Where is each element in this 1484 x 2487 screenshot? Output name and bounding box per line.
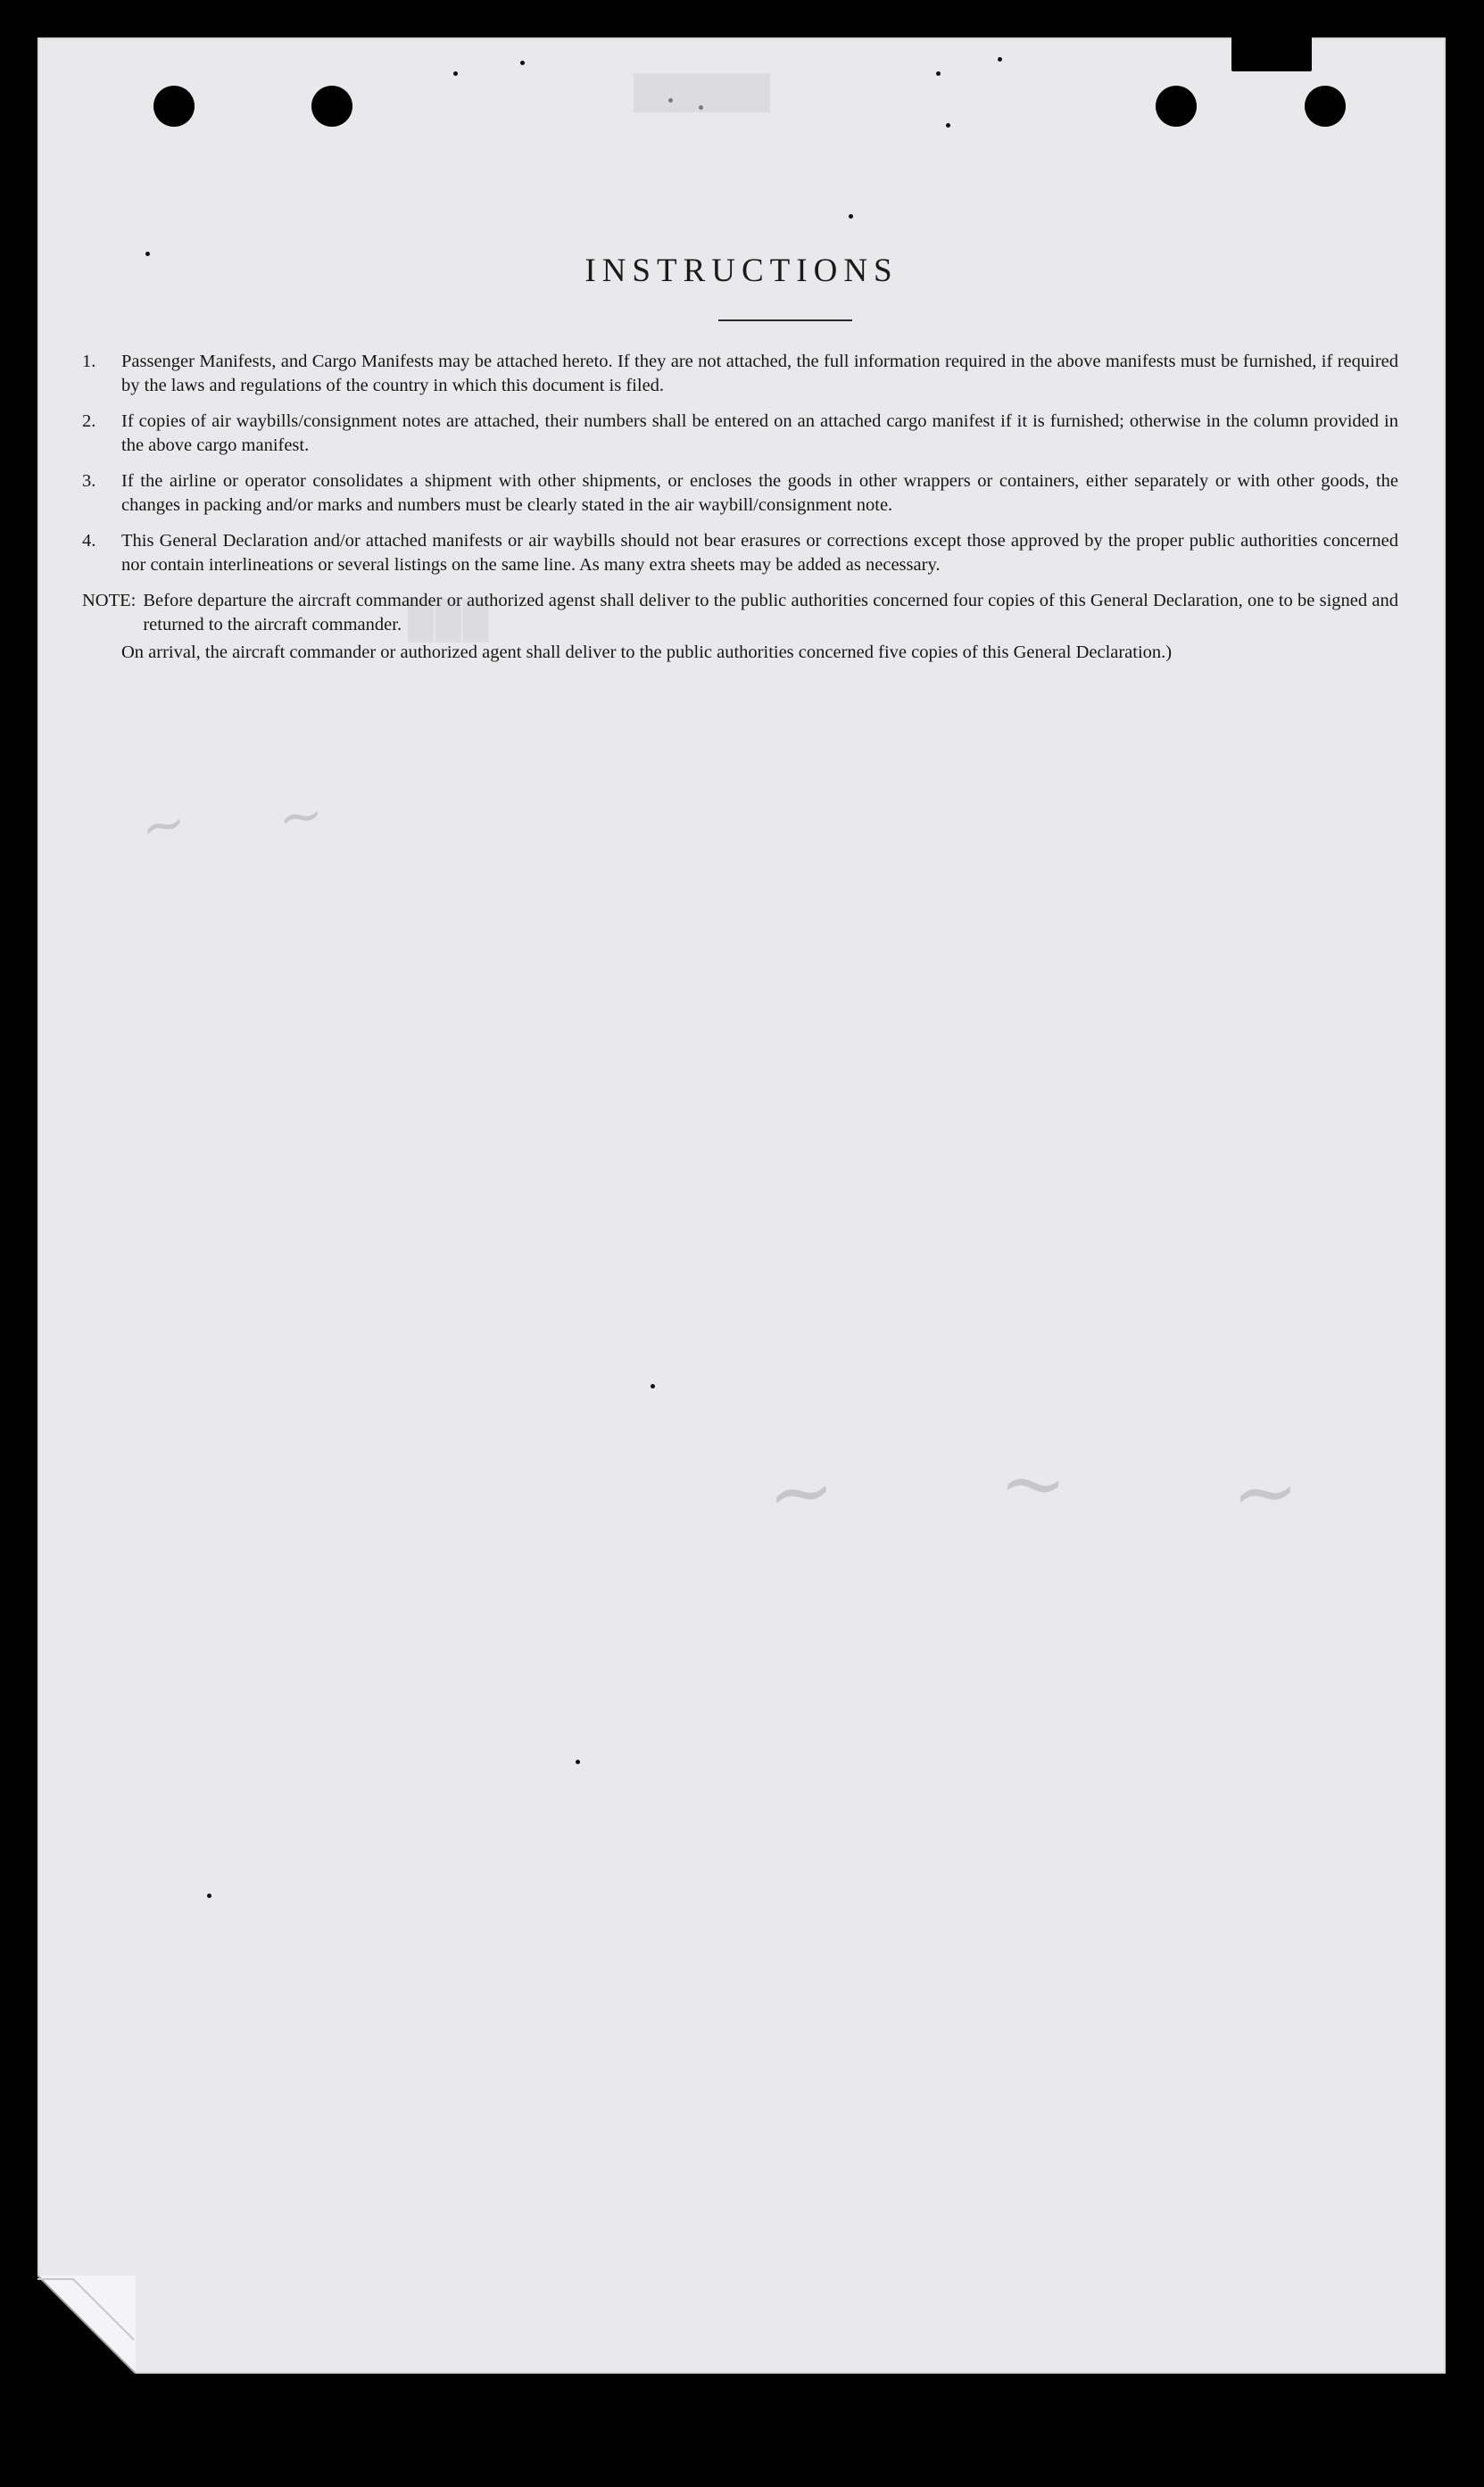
instructions-list: [82, 350, 1398, 665]
bleed-through-stamp: ██████: [634, 74, 771, 110]
folded-corner: [37, 2276, 136, 2374]
instruction-number: 2.: [82, 411, 96, 431]
note-label: NOTE:: [82, 591, 137, 610]
instruction-text: If copies of air waybills/consignment notes are attached, their numbers shall be entered on an attached cargo manifest if it is furnished; otherwise in the column provided in the above cargo manifest.: [121, 411, 1398, 455]
instruction-item: [82, 350, 1398, 398]
dust-speck: [849, 214, 853, 219]
faint-pencil-mark: ~: [1228, 1443, 1302, 1542]
torn-paper-edge: [1231, 30, 1312, 71]
instruction-item: [82, 410, 1398, 458]
faint-pencil-mark: ~: [996, 1434, 1070, 1533]
dust-speck: [453, 71, 458, 76]
instruction-item: [82, 469, 1398, 518]
instruction-item: [82, 529, 1398, 577]
punch-hole-left-1: [153, 86, 195, 127]
instruction-number: 4.: [82, 531, 96, 551]
instruction-number: 3.: [82, 471, 96, 491]
page-title: INSTRUCTIONS: [584, 253, 899, 289]
dust-speck: [520, 61, 525, 65]
dust-speck: [207, 1894, 211, 1898]
title-underline: [718, 319, 852, 321]
dust-speck: [998, 57, 1002, 62]
note-text: Before departure the aircraft commander or authorized agenst shall deliver to the public authorities concerned four copies of this General Declaration, one to be signed and returned to the aircraft commander.: [143, 591, 1398, 634]
faint-pencil-mark: ~: [135, 790, 193, 861]
instruction-text: If the airline or operator consolidates a shipment with other shipments, or encloses the goods in other wrappers or containers, either separately or with other goods, the changes in packing and/or marks and numbers must be clearly stated in the air waybill/consignment note.: [121, 471, 1398, 515]
faint-pencil-mark: ~: [762, 1442, 840, 1543]
dust-speck: [651, 1384, 655, 1389]
bleed-through-number: ▉▉▉: [409, 601, 492, 641]
instruction-text: Passenger Manifests, and Cargo Manifests may be attached hereto. If they are not attached, the full information required in the above manifests must be furnished, if required by the laws and regulations of the country in which this document is filed.: [121, 352, 1398, 395]
punch-hole-left-2: [311, 86, 352, 127]
faint-pencil-mark: ~: [274, 782, 327, 851]
note-continuation: On arrival, the aircraft commander or authorized agent shall deliver to the public authorities concerned five copies of this General Declaration.): [121, 642, 1173, 662]
dust-speck: [936, 71, 941, 76]
instruction-text: This General Declaration and/or attached manifests or air waybills should not bear erasures or corrections except those approved by the proper public authorities concerned nor contain interlineations or several listings on the same line. As many extra sheets may be added as necessary.: [121, 531, 1398, 575]
instruction-number: 1.: [82, 352, 96, 371]
punch-hole-right-1: [1156, 86, 1197, 127]
note-block: [82, 589, 1398, 637]
dust-speck: [576, 1760, 580, 1764]
punch-hole-right-2: [1305, 86, 1346, 127]
dust-speck: [946, 123, 950, 128]
